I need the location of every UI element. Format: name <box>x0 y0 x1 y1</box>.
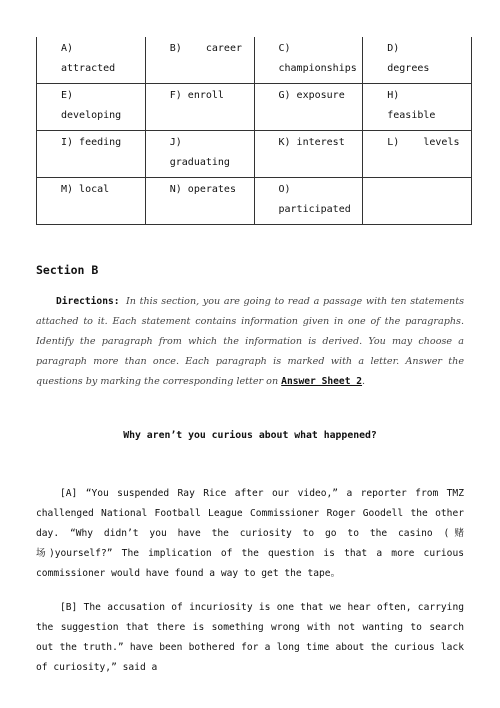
word-bank-cell <box>363 37 472 84</box>
article-title: Why aren’t you curious about what happened? <box>123 430 377 441</box>
word-bank-cell <box>145 84 254 131</box>
word-option: E) developing <box>61 90 122 121</box>
paragraph-label: [A] <box>60 488 78 499</box>
word-option: O) participated <box>278 184 351 215</box>
word-bank-cell <box>145 131 254 178</box>
word-option: J) graduating <box>169 137 230 168</box>
word-bank-cell <box>254 178 363 225</box>
directions-label: Directions: <box>56 296 120 307</box>
word-option: A) attracted <box>61 43 116 74</box>
word-bank-cell <box>145 37 254 84</box>
word-bank-cell <box>37 84 146 131</box>
paragraph-text: “You suspended Ray Rice after our video,” a reporter from TMZ challenged National Football League Commissioner Roger Goodell the other day. “Why didn’t you have the curiosity to go to the casino (赌场)yourself?” The implication of the question is that a more curious commissioner would have found a way to get the tape。 <box>36 488 464 579</box>
word-option: G) exposure <box>278 90 345 101</box>
word-option: M) local <box>61 184 110 195</box>
word-bank-cell <box>363 131 472 178</box>
word-bank-row <box>37 84 472 131</box>
paragraph-b <box>36 598 464 678</box>
word-option: L) levels <box>387 137 460 148</box>
directions <box>36 292 464 392</box>
word-bank-row <box>37 178 472 225</box>
word-bank-cell <box>37 131 146 178</box>
word-bank-row <box>37 131 472 178</box>
directions-text: In this section, you are going to read a passage with ten statements attached to it. Each statement contains information given in one of the paragraphs. Identify the paragraph from which the information is derived. You may choose a paragraph more than once. Each paragraph is marked with a letter. Answer the questions by marking the corresponding letter on <box>36 296 465 387</box>
word-bank-cell <box>37 37 146 84</box>
paragraph-label: [B] <box>60 602 78 613</box>
word-bank-cell <box>363 84 472 131</box>
word-option: B) career <box>169 43 242 54</box>
word-option: I) feeding <box>61 137 122 148</box>
word-bank-cell <box>145 178 254 225</box>
section-title: Section B <box>36 263 99 277</box>
word-option: N) operates <box>169 184 236 195</box>
word-bank-cell <box>254 37 363 84</box>
word-bank-table <box>36 37 472 225</box>
word-option: F) enroll <box>169 90 224 101</box>
word-option: H) feasible <box>387 90 436 121</box>
word-option: D) degrees <box>387 43 430 74</box>
word-bank-cell <box>254 131 363 178</box>
answer-sheet-ref: Answer Sheet 2 <box>281 376 363 387</box>
word-bank-cell <box>363 178 472 225</box>
word-option: C) championships <box>278 43 357 74</box>
directions-end: . <box>362 376 366 387</box>
word-bank-cell <box>37 178 146 225</box>
paragraph-text: The accusation of incuriosity is one that we hear often, carrying the suggestion that there is something wrong with not wanting to search out the truth.” have been bothered for a long time about the curious lack of curiosity,” said a <box>36 602 465 673</box>
word-option: K) interest <box>278 137 345 148</box>
paragraph-a <box>36 484 464 584</box>
word-bank-row <box>37 37 472 84</box>
word-bank-cell <box>254 84 363 131</box>
